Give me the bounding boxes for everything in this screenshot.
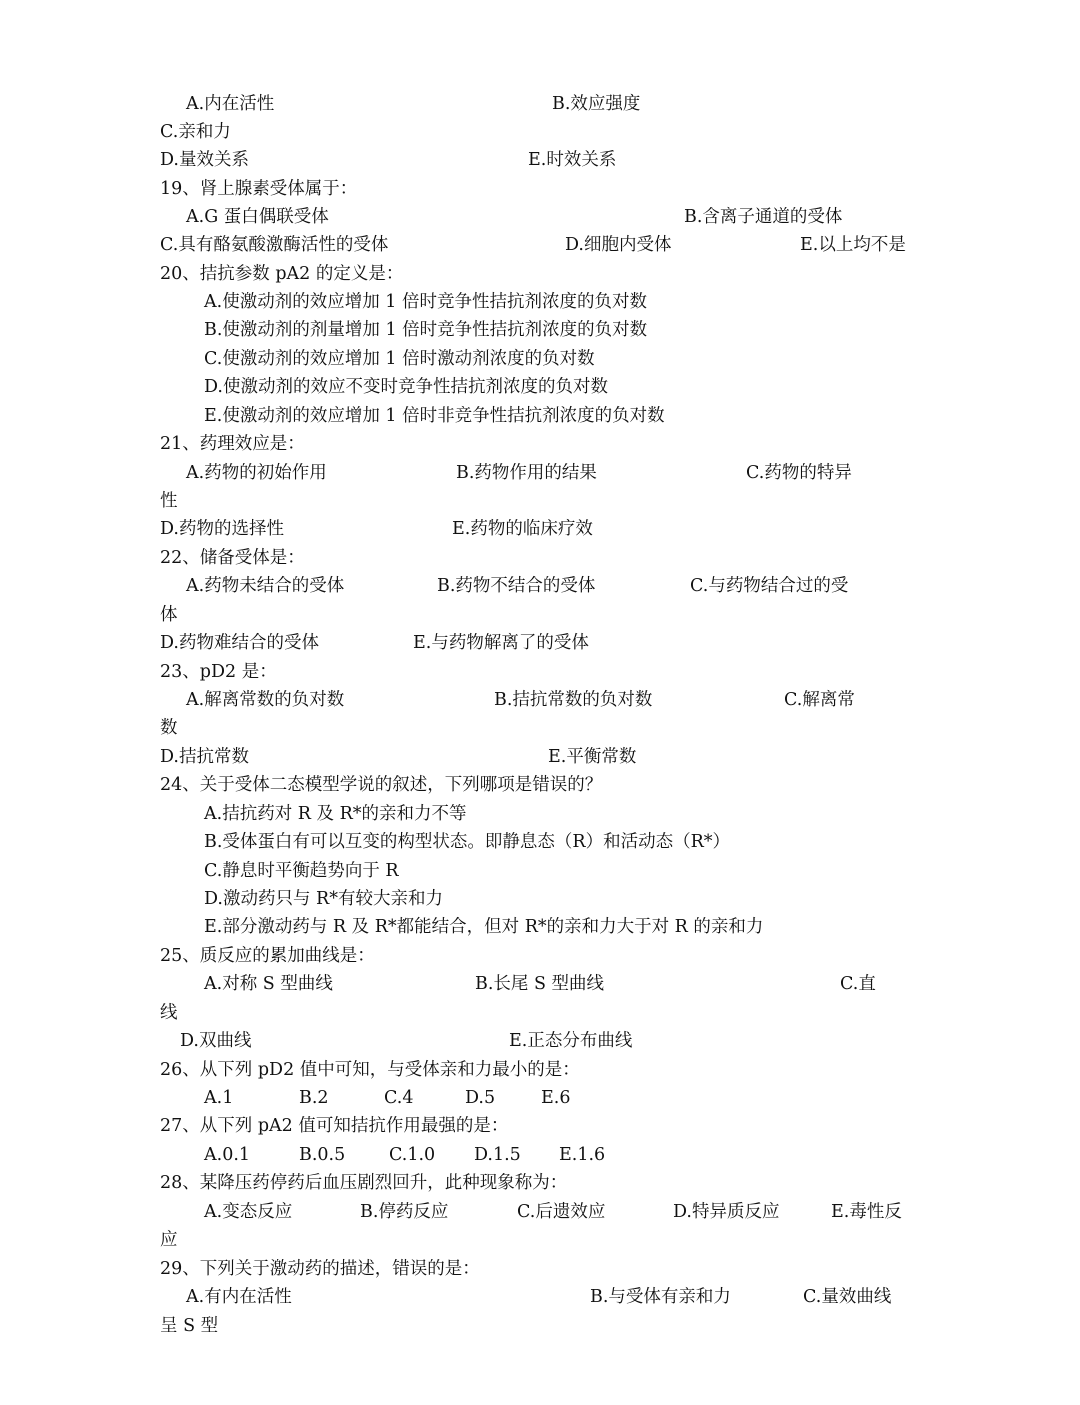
q18-option-d: D.量效关系: [160, 150, 249, 170]
q27-option-a: A.0.1: [204, 1145, 251, 1165]
q24-option-c: C.静息时平衡趋势向于 R: [204, 861, 399, 881]
q19-option-c: C.具有酪氨酸激酶活性的受体: [160, 235, 389, 255]
q28-option-d: D.特异质反应: [673, 1202, 780, 1222]
q26-option-b: B.2: [299, 1088, 329, 1108]
q19-option-d: D.细胞内受体: [565, 235, 672, 255]
q18-option-e: E.时效关系: [528, 150, 617, 170]
q28-option-a: A.变态反应: [204, 1202, 293, 1222]
q29-option-b: B.与受体有亲和力: [590, 1287, 731, 1307]
q24-option-a-row: [0, 800, 1080, 828]
q28-stem-row: [0, 1169, 1080, 1197]
q20-option-e-row: [0, 402, 1080, 430]
q21-options-row-3: [0, 515, 1080, 543]
q25-options-row-3: [0, 1027, 1080, 1055]
q25-stem-row: [0, 942, 1080, 970]
q21-option-d: D.药物的选择性: [160, 519, 284, 539]
q22-stem: 22、储备受体是：: [160, 548, 305, 568]
q20-stem-row: [0, 260, 1080, 288]
q26-stem: 26、从下列 pD2 值中可知，与受体亲和力最小的是：: [160, 1060, 580, 1080]
q22-options-row-1: [0, 572, 1080, 600]
q24-stem-row: [0, 771, 1080, 799]
q29-option-a: A.有内在活性: [186, 1287, 292, 1307]
q23-options-row-2: [0, 714, 1080, 742]
q29-options-row-2: [0, 1312, 1080, 1340]
q24-option-e: E.部分激动药与 R 及 R*都能结合，但对 R*的亲和力大于对 R 的亲和力: [204, 917, 764, 937]
q23-option-d: D.拮抗常数: [160, 747, 249, 767]
q25-option-a: A.对称 S 型曲线: [204, 974, 333, 994]
q26-option-c: C.4: [384, 1088, 414, 1108]
q23-stem-row: [0, 658, 1080, 686]
q19-option-e: E.以上均不是: [800, 235, 906, 255]
q18-options-row-3: [0, 146, 1080, 174]
q21-stem-row: [0, 430, 1080, 458]
q20-option-e: E.使激动剂的效应增加 1 倍时非竞争性拮抗剂浓度的负对数: [204, 406, 665, 426]
q27-stem-row: [0, 1112, 1080, 1140]
q25-option-d: D.双曲线: [180, 1031, 252, 1051]
q28-options-row-2: [0, 1226, 1080, 1254]
q28-option-e-wrap: 应: [160, 1230, 178, 1250]
q26-option-d: D.5: [465, 1088, 496, 1108]
q19-stem: 19、肾上腺素受体属于：: [160, 179, 358, 199]
q27-option-b: B.0.5: [299, 1145, 346, 1165]
q23-option-c: C.解离常: [784, 690, 855, 710]
q29-options-row-1: [0, 1283, 1080, 1311]
q18-option-c: C.亲和力: [160, 122, 231, 142]
q20-option-c: C.使激动剂的效应增加 1 倍时激动剂浓度的负对数: [204, 349, 595, 369]
q24-stem: 24、关于受体二态模型学说的叙述，下列哪项是错误的？: [160, 775, 603, 795]
q25-options-row-1: [0, 970, 1080, 998]
q20-option-d-row: [0, 373, 1080, 401]
q18-option-b: B.效应强度: [552, 94, 641, 114]
q27-option-d: D.1.5: [474, 1145, 521, 1165]
q28-option-c: C.后遗效应: [517, 1202, 606, 1222]
q27-option-c: C.1.0: [389, 1145, 436, 1165]
q21-option-b: B.药物作用的结果: [456, 463, 597, 483]
q24-option-c-row: [0, 857, 1080, 885]
q24-option-e-row: [0, 913, 1080, 941]
q20-option-a-row: [0, 288, 1080, 316]
q20-option-b-row: [0, 316, 1080, 344]
q22-options-row-3: [0, 629, 1080, 657]
q20-option-d: D.使激动剂的效应不变时竞争性拮抗剂浓度的负对数: [204, 377, 608, 397]
q25-option-c: C.直: [840, 974, 876, 994]
q26-option-a: A.1: [204, 1088, 234, 1108]
q19-stem-row: [0, 175, 1080, 203]
q28-options-row-1: [0, 1198, 1080, 1226]
q20-option-b: B.使激动剂的剂量增加 1 倍时竞争性拮抗剂浓度的负对数: [204, 320, 648, 340]
q23-option-e: E.平衡常数: [548, 747, 637, 767]
q24-option-d-row: [0, 885, 1080, 913]
q20-option-c-row: [0, 345, 1080, 373]
q18-options-row-1: [0, 90, 1080, 118]
q24-option-d: D.激动药只与 R*有较大亲和力: [204, 889, 443, 909]
q22-option-a: A.药物未结合的受体: [186, 576, 345, 596]
q27-options-row: [0, 1141, 1080, 1169]
q28-stem: 28、某降压药停药后血压剧烈回升，此种现象称为：: [160, 1173, 568, 1193]
q25-options-row-2: [0, 999, 1080, 1027]
q19-option-a: A.G 蛋白偶联受体: [186, 207, 329, 227]
q27-option-e: E.1.6: [559, 1145, 606, 1165]
q29-option-c-wrap: 呈 S 型: [160, 1316, 219, 1336]
q22-option-d: D.药物难结合的受体: [160, 633, 319, 653]
q23-option-b: B.拮抗常数的负对数: [494, 690, 653, 710]
q20-option-a: A.使激动剂的效应增加 1 倍时竞争性拮抗剂浓度的负对数: [204, 292, 647, 312]
q28-option-b: B.停药反应: [360, 1202, 449, 1222]
q25-option-e: E.正态分布曲线: [509, 1031, 633, 1051]
q25-option-b: B.长尾 S 型曲线: [475, 974, 605, 994]
q24-option-a: A.拮抗药对 R 及 R*的亲和力不等: [204, 804, 467, 824]
q18-options-row-2: [0, 118, 1080, 146]
q21-option-e: E.药物的临床疗效: [452, 519, 593, 539]
q26-stem-row: [0, 1056, 1080, 1084]
q22-stem-row: [0, 544, 1080, 572]
q21-option-c-wrap: 性: [160, 491, 178, 511]
q29-stem: 29、下列关于激动药的描述，错误的是：: [160, 1259, 480, 1279]
q24-option-b-row: [0, 828, 1080, 856]
q23-options-row-3: [0, 743, 1080, 771]
q23-options-row-1: [0, 686, 1080, 714]
q22-option-b: B.药物不结合的受体: [437, 576, 596, 596]
q21-option-a: A.药物的初始作用: [186, 463, 327, 483]
q22-option-c: C.与药物结合过的受: [690, 576, 849, 596]
q24-option-b: B.受体蛋白有可以互变的构型状态。即静息态（R）和活动态（R*）: [204, 832, 731, 852]
q19-options-row-2: [0, 231, 1080, 259]
q19-option-b: B.含离子通道的受体: [684, 207, 843, 227]
q26-option-e: E.6: [541, 1088, 571, 1108]
q21-stem: 21、药理效应是：: [160, 434, 305, 454]
q21-option-c: C.药物的特异: [746, 463, 852, 483]
q28-option-e: E.毒性反: [831, 1202, 902, 1222]
q21-options-row-1: [0, 459, 1080, 487]
q22-option-e: E.与药物解离了的受体: [413, 633, 589, 653]
q23-stem: 23、pD2 是：: [160, 662, 277, 682]
q18-option-a: A.内在活性: [186, 94, 275, 114]
q26-options-row: [0, 1084, 1080, 1112]
q22-option-c-wrap: 体: [160, 605, 178, 625]
q22-options-row-2: [0, 601, 1080, 629]
q19-options-row-1: [0, 203, 1080, 231]
q25-option-c-wrap: 线: [160, 1003, 178, 1023]
q23-option-a: A.解离常数的负对数: [186, 690, 345, 710]
q27-stem: 27、从下列 pA2 值可知拮抗作用最强的是：: [160, 1116, 509, 1136]
q20-stem: 20、拮抗参数 pA2 的定义是：: [160, 264, 404, 284]
q23-option-c-wrap: 数: [160, 718, 178, 738]
q29-option-c: C.量效曲线: [803, 1287, 892, 1307]
q25-stem: 25、质反应的累加曲线是：: [160, 946, 375, 966]
q21-options-row-2: [0, 487, 1080, 515]
q29-stem-row: [0, 1255, 1080, 1283]
